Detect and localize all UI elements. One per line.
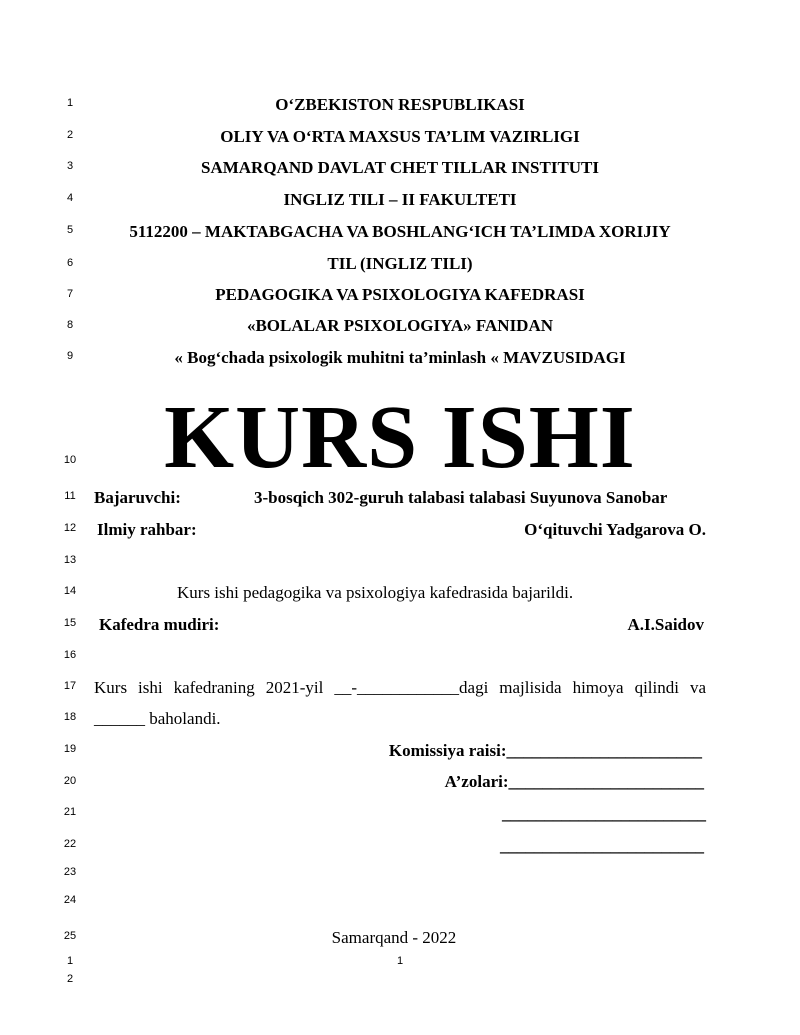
supervisor-label: Ilmiy rahbar: bbox=[97, 520, 197, 539]
line-number: 10 bbox=[63, 454, 77, 466]
line-number: 11 bbox=[64, 490, 76, 502]
header-faculty: INGLIZ TILI – II FAKULTETI bbox=[283, 190, 517, 209]
line-number: 23 bbox=[63, 866, 77, 878]
supervisor-value: O‘qituvchi Yadgarova O. bbox=[524, 520, 706, 539]
executor-value: 3-bosqich 302-guruh talabasi talabasi Suyunova Sanobar bbox=[254, 488, 668, 507]
line-number: 25 bbox=[63, 930, 77, 942]
line-number: 6 bbox=[66, 257, 74, 269]
commission-blank-1: ________________________ bbox=[502, 804, 706, 823]
footer-line-number: 1 bbox=[66, 955, 74, 967]
header-institute: SAMARQAND DAVLAT CHET TILLAR INSTITUTI bbox=[200, 158, 600, 177]
header-ministry: OLIY VA O‘RTA MAXSUS TA’LIM VAZIRLIGI bbox=[220, 127, 580, 146]
place-date: Samarqand - 2022 bbox=[331, 928, 457, 947]
line-number: 7 bbox=[66, 288, 74, 300]
head-of-dept-value: A.I.Saidov bbox=[627, 615, 704, 634]
line-number: 8 bbox=[66, 319, 74, 331]
head-of-dept-row bbox=[99, 614, 704, 636]
line-number: 15 bbox=[63, 617, 77, 629]
line-number: 22 bbox=[63, 838, 77, 850]
line-number: 2 bbox=[66, 129, 74, 141]
document-title: KURS ISHI bbox=[164, 388, 636, 487]
page-number: 1 bbox=[396, 955, 404, 967]
line-number: 13 bbox=[63, 554, 77, 566]
line-number: 9 bbox=[66, 350, 74, 362]
header-country: O‘ZBEKISTON RESPUBLIKASI bbox=[275, 95, 525, 114]
commission-blank-2: ________________________ bbox=[500, 836, 704, 855]
line-number: 3 bbox=[66, 160, 74, 172]
line-number: 4 bbox=[66, 192, 74, 204]
footer-line-number: 2 bbox=[66, 973, 74, 985]
line-number: 20 bbox=[63, 775, 77, 787]
line-number: 1 bbox=[66, 97, 74, 109]
line-number: 24 bbox=[63, 894, 77, 906]
line-number: 21 bbox=[63, 806, 77, 818]
commission-members: A’zolari:_______________________ bbox=[444, 772, 704, 791]
defense-line-1: Kurs ishi kafedraning 2021-yil __-____________dagi majlisida himoya qilindi va bbox=[94, 678, 706, 697]
header-specialty-cont: TIL (INGLIZ TILI) bbox=[327, 254, 473, 273]
header-specialty: 5112200 – MAKTABGACHA VA BOSHLANG‘ICH TA’LIMDA XORIJIY bbox=[129, 222, 671, 241]
line-number: 5 bbox=[66, 224, 74, 236]
executor-row bbox=[94, 487, 706, 509]
header-subject: «BOLALAR PSIXOLOGIYA» FANIDAN bbox=[246, 316, 554, 335]
completed-note: Kurs ishi pedagogika va psixologiya kafedrasida bajarildi. bbox=[177, 583, 574, 602]
line-number: 19 bbox=[63, 743, 77, 755]
header-department: PEDAGOGIKA VA PSIXOLOGIYA KAFEDRASI bbox=[215, 285, 585, 304]
line-number: 18 bbox=[63, 711, 77, 723]
commission-chair: Komissiya raisi:_______________________ bbox=[388, 741, 702, 760]
header-topic: « Bog‘chada psixologik muhitni ta’minlash « MAVZUSIDAGI bbox=[174, 348, 626, 367]
head-of-dept-label: Kafedra mudiri: bbox=[99, 615, 220, 634]
supervisor-row bbox=[97, 519, 706, 541]
line-number: 17 bbox=[63, 680, 77, 692]
executor-label: Bajaruvchi: bbox=[94, 488, 181, 507]
defense-line-2: ______ baholandi. bbox=[94, 709, 221, 728]
line-number: 12 bbox=[63, 522, 77, 534]
line-number: 16 bbox=[63, 649, 77, 661]
line-number: 14 bbox=[63, 585, 77, 597]
